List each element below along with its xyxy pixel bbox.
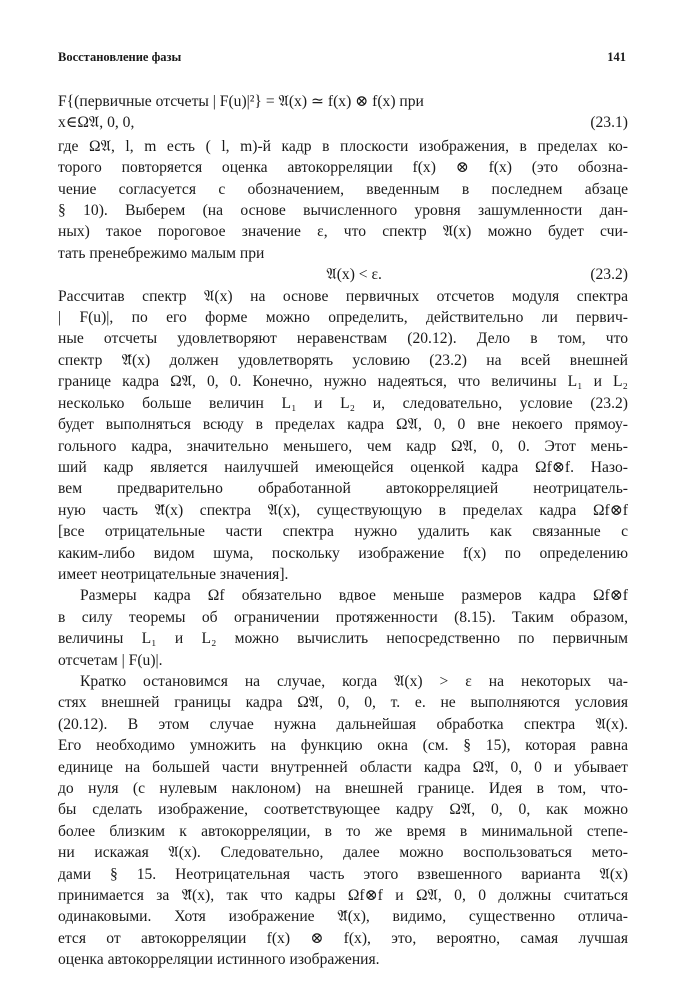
text-line: вем предварительно обработанной автокорреляцией неотрицатель-	[58, 480, 628, 498]
text-line: § 10). Выберем (на основе вычисленного уровня зашумленности дан-	[58, 202, 628, 220]
text-line: гольного кадра, значительно меньшего, чем кадр Ω𝔄, 0, 0. Этот мень-	[58, 437, 628, 455]
equation-line: F{(первичные отсчеты | F(u)|²} = 𝔄(x) ≃ f(x) ⊗ f(x) при	[58, 93, 424, 110]
running-title: Восстановление фазы	[58, 50, 182, 64]
text-line: более близким к автокорреляции, в то же время в минимальной степе-	[58, 822, 628, 840]
text-line: ший кадр является наилучшей имеющейся оценкой кадра Ωf⊗f. Назо-	[58, 458, 628, 476]
text-line: | F(u)|, по его форме можно определить, действительно ли первич-	[58, 309, 628, 327]
text-line: (20.12). В этом случае нужна дальнейшая обработка спектра 𝔄(x).	[58, 715, 628, 733]
book-page	[58, 50, 628, 971]
text-line: тать пренебрежимо малым при	[58, 244, 265, 262]
text-line: спектр 𝔄̂(x) должен удовлетворять условию (23.2) на всей внешней	[58, 351, 628, 369]
text-line: отсчетам | F(u)|.	[58, 651, 163, 669]
paragraph	[58, 136, 628, 264]
text-line: где Ω𝔄, l, m есть ( l, m)-й кадр в плоскости изображения, в пределах ко-	[58, 137, 628, 155]
running-header	[58, 50, 628, 65]
text-line: стях внешней границы кадра Ω𝔄, 0, 0, т. е. не выполняются условия	[58, 694, 628, 712]
paragraph	[58, 286, 628, 586]
text-line: одинаковыми. Хотя изображение 𝔄̂(x), видимо, существенно отлича-	[58, 908, 628, 926]
text-line: ных) такое пороговое значение ε, что спектр 𝔄(x) можно будет счи-	[58, 223, 628, 241]
text-line: принимается за 𝔄̂(x), так что кадры Ωf⊗f и Ω𝔄, 0, 0 должны считаться	[58, 887, 628, 905]
text-line: величины L₁ и L₂ можно вычислить непосредственно по первичным	[58, 630, 628, 648]
text-line: несколько больше величин L₁ и L₂ и, следовательно, условие (23.2)	[58, 394, 628, 412]
text-line: каким-либо видом шума, поскольку изображение f(x) по определению	[58, 544, 628, 562]
paragraph	[58, 585, 628, 671]
text-line: чение согласуется с обозначением, введенным в последнем абзаце	[58, 180, 628, 198]
text-line: Его необходимо умножить на функцию окна (см. § 15), которая равна	[58, 737, 628, 755]
text-line: границе кадра Ω𝔄, 0, 0. Конечно, нужно надеяться, что величины L₁ и L₂	[58, 373, 628, 391]
text-line: ную часть 𝔄̂(x) спектра 𝔄(x), существующую в пределах кадра Ωf⊗f	[58, 501, 628, 519]
equation-23-1	[58, 91, 628, 134]
page-number: 141	[607, 50, 626, 64]
text-line: Рассчитав спектр 𝔄(x) на основе первичных отсчетов модуля спектра	[58, 287, 628, 305]
text-line: Размеры кадра Ωf обязательно вдвое меньше размеров кадра Ωf⊗f	[80, 587, 628, 605]
equation-number: (23.2)	[590, 266, 628, 284]
text-line: в силу теоремы об ограничении протяженности (8.15). Таким образом,	[58, 608, 628, 626]
text-line: дами § 15. Неотрицательная часть этого взвешенного варианта 𝔄(x)	[58, 865, 628, 883]
text-line: имеет неотрицательные значения].	[58, 565, 289, 583]
text-line: ные отсчеты удовлетворяют неравенствам (20.12). Дело в том, что	[58, 330, 628, 348]
text-line: [все отрицательные части спектра нужно удалить как связанные с	[58, 523, 628, 541]
text-line: Кратко остановимся на случае, когда 𝔄(x) > ε на некоторых ча-	[80, 672, 628, 690]
text-line: до нуля (с нулевым наклоном) на внешней границе. Идея в том, что-	[58, 780, 628, 797]
text-line: торого повторяется оценка автокорреляции f(x) ⊗ f(x) (это обозна-	[58, 159, 628, 177]
text-line: единице на большей части внутренней области кадра Ω𝔄, 0, 0 и убывает	[58, 758, 628, 776]
equation-23-2	[58, 264, 628, 285]
text-line: будет выполняться всюду в пределах кадра Ω𝔄, 0, 0 вне некоего прямоу-	[58, 416, 628, 434]
equation-text: 𝔄(x) < ε.	[326, 266, 382, 284]
paragraph	[58, 671, 628, 971]
text-line: ни искажая 𝔄(x). Следовательно, далее можно воспользоваться мето-	[58, 844, 628, 862]
text-line: оценка автокорреляции истинного изображения.	[58, 951, 380, 969]
equation-number: (23.1)	[590, 114, 628, 132]
text-line: ется от автокорреляции f(x) ⊗ f(x), это, вероятно, самая лучшая	[58, 929, 628, 947]
equation-line	[58, 112, 628, 133]
equation-text: x∈Ω𝔄, 0, 0,	[58, 114, 135, 132]
text-line: бы сделать изображение, соответствующее кадру Ω𝔄, 0, 0, как можно	[58, 801, 628, 819]
